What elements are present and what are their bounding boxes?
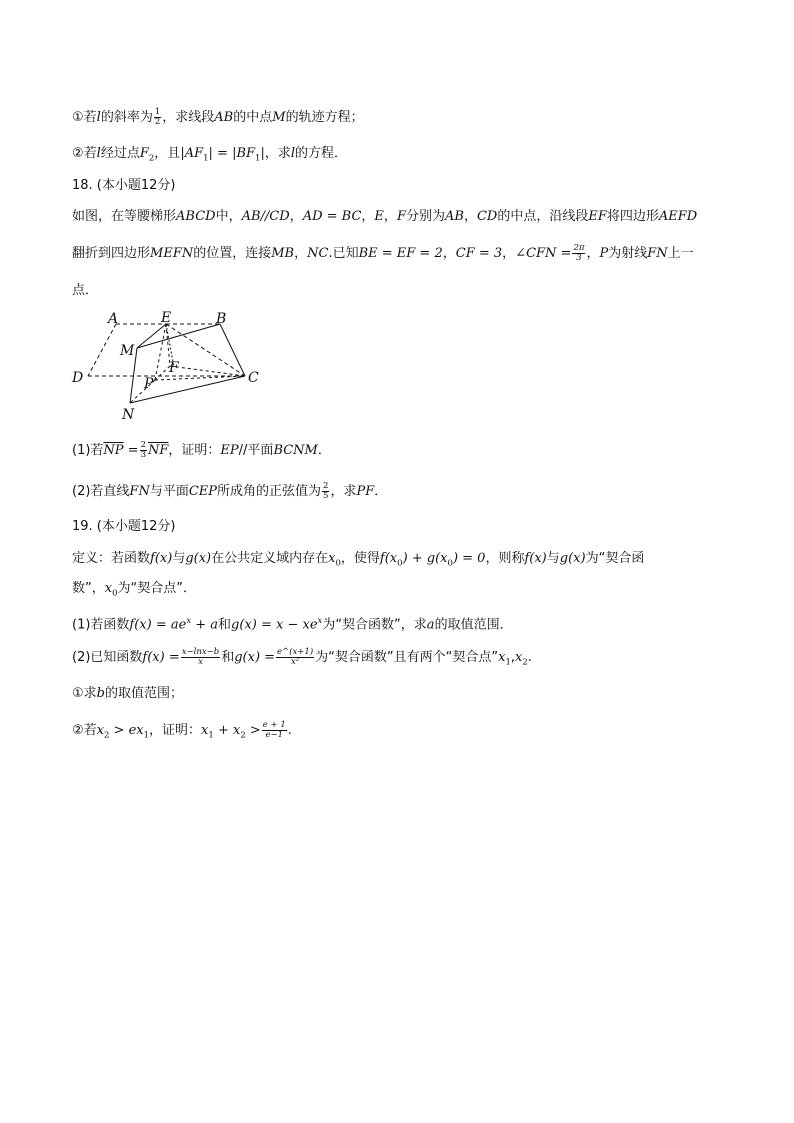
frac-denominator: 5 xyxy=(323,491,329,501)
edge-FC xyxy=(170,366,245,376)
label-C: C xyxy=(248,370,259,386)
q19-part2 xyxy=(72,648,532,672)
subscript: 2 xyxy=(522,657,528,668)
q19-def-line1 xyxy=(72,550,644,573)
subscript: 1 xyxy=(143,730,150,741)
text: 上一 xyxy=(667,246,694,261)
frac-numerator: x−lnx−b xyxy=(181,647,220,657)
math-expr: ) = 0 xyxy=(452,551,486,566)
q19-def-line2 xyxy=(72,580,196,603)
text: (2)若直线 xyxy=(72,484,130,499)
text: 的中点，沿线段 xyxy=(497,209,589,224)
text: 在公共定义域内存在 xyxy=(211,551,329,566)
math-expr: g(x) xyxy=(559,551,586,566)
fraction xyxy=(262,721,287,740)
math-var: F xyxy=(139,146,149,161)
edge-AD xyxy=(88,324,116,376)
math-expr: ) + g(x xyxy=(402,551,448,566)
text: 为“契合函数”且有两个“契合点” xyxy=(315,650,499,665)
text: (1)若 xyxy=(72,443,104,458)
text: 的方程． xyxy=(295,146,348,161)
q18-para-line2 xyxy=(72,244,694,263)
math-expr: f(x) xyxy=(524,551,547,566)
text: 将四边形 xyxy=(606,209,659,224)
text: ，使得 xyxy=(340,551,380,566)
math-expr: BE = EF = 2 xyxy=(358,246,443,261)
q18-para-line3: 点． xyxy=(72,283,99,298)
frac-denominator: 3 xyxy=(576,253,582,263)
label-D: D xyxy=(72,370,84,386)
text: 的轨迹方程； xyxy=(285,110,364,125)
frac-numerator: 1 xyxy=(154,107,161,117)
math-expr: | xyxy=(260,146,265,161)
edge-MB xyxy=(137,324,220,348)
text: 为“契合点”． xyxy=(117,581,196,596)
label-P: P xyxy=(144,376,154,392)
text: ， xyxy=(383,209,397,224)
text: 和 xyxy=(221,650,235,665)
superscript: x xyxy=(186,616,192,626)
text: 与 xyxy=(172,551,186,566)
math-var: AB xyxy=(444,209,464,224)
frac-numerator: 2 xyxy=(323,481,329,491)
text: 和 xyxy=(218,617,232,633)
q19-sub2 xyxy=(72,721,292,745)
text: 定义：若函数 xyxy=(72,551,151,566)
text: ， xyxy=(586,246,600,261)
text: ， xyxy=(463,209,477,224)
text: ，证明： xyxy=(149,723,202,738)
q19-sub1 xyxy=(72,685,183,703)
math-var: b xyxy=(96,686,105,701)
frac-numerator: 2π xyxy=(573,243,585,253)
subscript: 0 xyxy=(335,558,341,569)
q18-para-line1 xyxy=(72,208,697,226)
subscript: 2 xyxy=(104,730,110,741)
subscript: 0 xyxy=(112,588,118,599)
text: 为“契合函数”，求 xyxy=(322,617,427,633)
text: 数”， xyxy=(72,581,105,596)
subscript: 1 xyxy=(255,153,261,164)
subscript: 1 xyxy=(208,730,214,741)
text: 的取值范围． xyxy=(434,617,513,633)
math-var: E xyxy=(374,209,384,224)
fraction xyxy=(572,244,585,263)
q17-item2 xyxy=(72,145,347,168)
math-var: CD xyxy=(476,209,498,224)
math-expr: f(x) xyxy=(150,551,173,566)
math-var: F xyxy=(396,209,406,224)
math-expr: + x xyxy=(213,723,241,738)
math-expr: ∠CFN = xyxy=(515,246,572,261)
math-expr: > ex xyxy=(109,723,144,738)
math-var: AEFD xyxy=(658,209,698,224)
math-var: l xyxy=(96,110,101,125)
math-expr: f(x xyxy=(379,551,398,566)
math-expr: + a xyxy=(191,617,219,633)
math-var: a xyxy=(426,617,435,633)
vector: $\overline{NP}$ xyxy=(103,443,124,458)
text: ②若 xyxy=(72,146,97,161)
frac-denominator: 3 xyxy=(140,450,146,460)
text: 的取值范围； xyxy=(104,686,183,701)
text: ，且 xyxy=(154,146,181,161)
math-var: PF xyxy=(356,484,375,499)
text: ，证明： xyxy=(168,443,221,458)
fraction xyxy=(276,648,314,667)
q18-part2 xyxy=(72,482,387,501)
math-expr: g(x) = x − xe xyxy=(231,617,318,633)
frac-numerator: e + 1 xyxy=(262,720,286,730)
math-expr: g(x) xyxy=(185,551,212,566)
label-N: N xyxy=(122,407,135,423)
text: 分别为 xyxy=(405,209,445,224)
text: ，求 xyxy=(330,484,357,499)
text: ，求线段 xyxy=(162,110,215,125)
label-A: A xyxy=(108,311,119,327)
math-var: MEFN xyxy=(150,246,194,261)
math-var: x xyxy=(96,723,104,738)
math-expr: = xyxy=(123,443,139,458)
math-expr: CF = 3 xyxy=(455,246,503,261)
text: 的斜率为 xyxy=(100,110,153,125)
math-expr: | = |BF xyxy=(208,146,256,161)
q19-part1 xyxy=(72,612,513,634)
math-expr: AB//CD xyxy=(241,209,290,224)
text: , xyxy=(510,650,516,665)
geometry-figure xyxy=(70,305,270,425)
math-expr: AD = BC xyxy=(302,209,362,224)
text: 与 xyxy=(546,551,560,566)
math-var: M xyxy=(272,110,286,125)
q18-heading: 18. (本小题12分) xyxy=(72,178,176,193)
text: (2)已知函数 xyxy=(72,650,143,665)
math-var: EF xyxy=(588,209,607,224)
text: 中， xyxy=(215,209,242,224)
fraction xyxy=(140,441,147,460)
frac-denominator: x xyxy=(198,657,203,667)
frac-numerator: 2 xyxy=(140,440,146,450)
math-var: x xyxy=(201,723,209,738)
math-var: MB xyxy=(271,246,295,261)
math-var: l xyxy=(290,146,296,161)
math-var: AB xyxy=(214,110,234,125)
fraction xyxy=(181,648,220,667)
superscript: x xyxy=(317,616,323,626)
text: ， xyxy=(502,246,516,261)
text: ①求 xyxy=(72,686,97,701)
fraction xyxy=(322,482,329,501)
subscript: 2 xyxy=(148,153,155,164)
math-var: FN xyxy=(647,246,668,261)
math-var: NC xyxy=(307,246,329,261)
subscript: 1 xyxy=(505,657,511,668)
text: 经过点 xyxy=(100,146,140,161)
subscript: 0 xyxy=(397,558,403,569)
math-expr: f(x) = xyxy=(142,650,180,665)
text: ，则称 xyxy=(485,551,525,566)
text: . xyxy=(527,650,532,665)
math-var: l xyxy=(96,146,101,161)
text: 与平面 xyxy=(149,484,189,499)
text: 如图，在等腰梯形 xyxy=(72,209,177,224)
text: ②若 xyxy=(72,723,97,738)
text: 的中点 xyxy=(233,110,273,125)
math-expr: |AF xyxy=(180,146,204,161)
text: 为“契合函 xyxy=(585,551,645,566)
text: 的位置，连接 xyxy=(193,246,272,261)
math-var: x xyxy=(104,581,113,596)
frac-numerator: e^(x+1) xyxy=(277,647,314,657)
math-expr: g(x) = xyxy=(234,650,276,665)
text: ， xyxy=(289,209,303,224)
label-M: M xyxy=(120,343,135,359)
label-B: B xyxy=(216,311,227,327)
math-var: x xyxy=(498,650,506,665)
label-E: E xyxy=(161,310,172,326)
text: 翻折到四边形 xyxy=(72,246,151,261)
text: ，求 xyxy=(264,146,291,161)
q17-item1 xyxy=(72,108,364,127)
text: //平面 xyxy=(238,443,274,458)
math-var: BCNM xyxy=(273,443,318,458)
text: 所成角的正弦值为 xyxy=(217,484,322,499)
math-expr: f(x) = ae xyxy=(129,617,187,633)
math-var: x xyxy=(328,551,336,566)
q18-part1 xyxy=(72,441,331,460)
math-var: P xyxy=(599,246,609,261)
text: ， xyxy=(361,209,375,224)
fraction xyxy=(154,108,161,127)
text: ， xyxy=(442,246,456,261)
subscript: 1 xyxy=(203,153,209,164)
math-var: CEP xyxy=(188,484,218,499)
math-var: ABCD xyxy=(176,209,216,224)
vector: $\overline{NF}$ xyxy=(148,443,169,458)
q19-heading: 19. (本小题12分) xyxy=(72,519,176,534)
text: ， xyxy=(294,246,308,261)
subscript: 0 xyxy=(447,558,453,569)
text: 为射线 xyxy=(608,246,648,261)
frac-denominator: e−1 xyxy=(265,730,284,740)
text: ． xyxy=(317,443,331,458)
label-F: F xyxy=(169,360,179,376)
text: .已知 xyxy=(328,246,359,261)
frac-denominator: x² xyxy=(291,657,300,667)
text: ①若 xyxy=(72,110,97,125)
math-var: EP xyxy=(220,443,239,458)
text: (1)若函数 xyxy=(72,617,130,633)
math-var: x xyxy=(515,650,523,665)
math-expr: > xyxy=(245,723,261,738)
math-var: FN xyxy=(129,484,150,499)
subscript: 2 xyxy=(240,730,246,741)
text: . xyxy=(287,723,292,738)
text: ． xyxy=(374,484,388,499)
frac-denominator: 2 xyxy=(154,117,161,127)
